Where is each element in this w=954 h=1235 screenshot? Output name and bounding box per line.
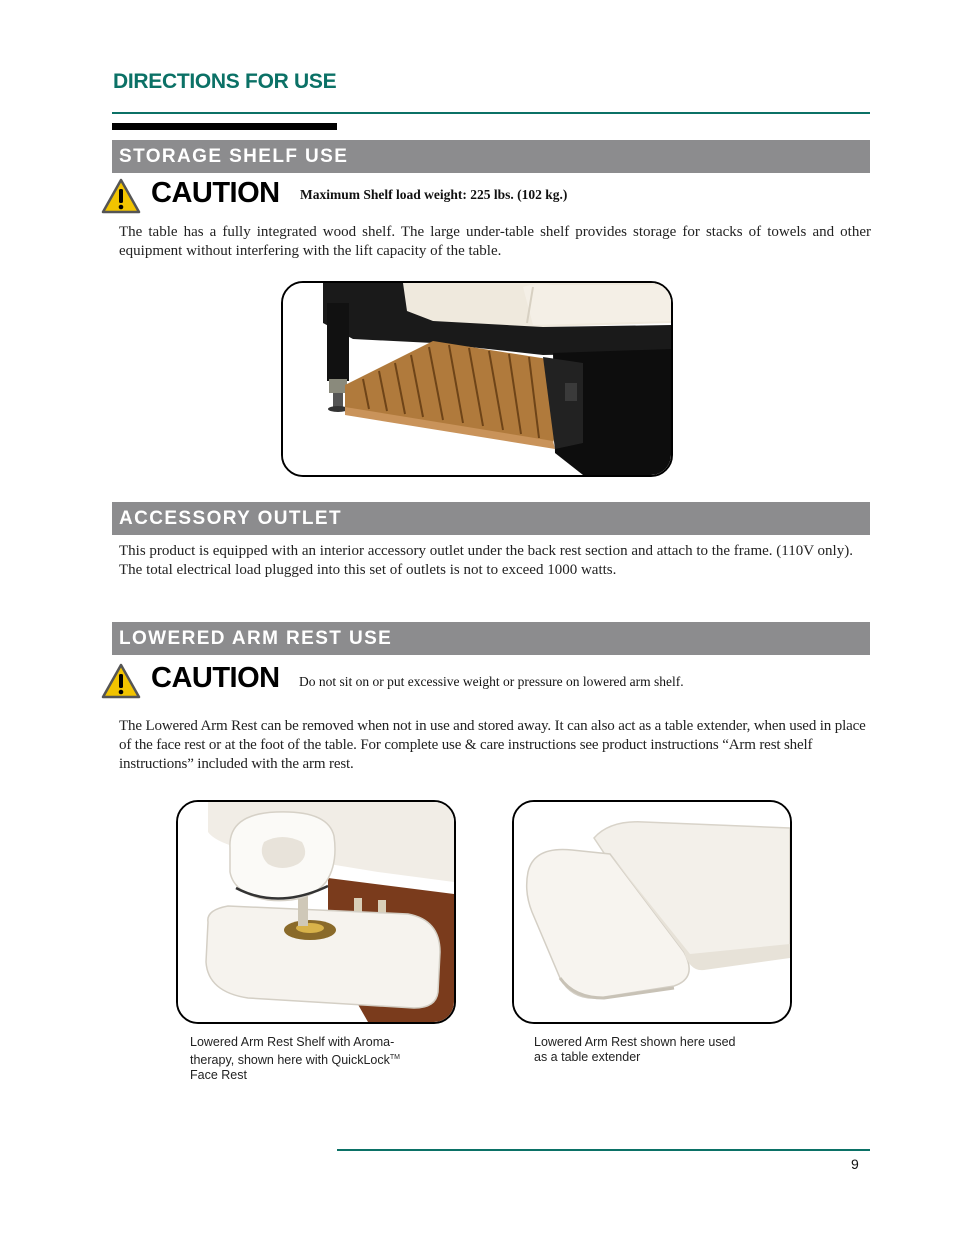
trademark-symbol: TM <box>389 1054 400 1061</box>
storage-shelf-description: The table has a fully integrated wood shelf. The large under-table shelf provides storage for stacks of towels and other equipment without interfering with the lift capacity of the table. <box>119 224 871 259</box>
caption-right-line-2: as a table extender <box>534 1050 641 1064</box>
caption-right-line-1: Lowered Arm Rest shown here used <box>534 1035 736 1049</box>
caption-left-line-3: Face Rest <box>190 1068 247 1083</box>
warning-triangle-icon <box>101 663 141 699</box>
caution-label: CAUTION <box>151 177 280 209</box>
caution-note-shelf-load: Maximum Shelf load weight: 225 lbs. (102 kg.) <box>300 187 568 202</box>
caption-left-line-1: Lowered Arm Rest Shelf with Aroma- <box>190 1035 395 1049</box>
section-heading-accessory-outlet: ACCESSORY OUTLET <box>112 502 870 535</box>
caption-right-photo <box>534 1035 794 1065</box>
accessory-outlet-description: This product is equipped with an interior accessory outlet under the back rest section and attach to the frame. (110V only). The total electrical load plugged into this set of outlets is not to exceed 1000 watts. <box>119 543 853 578</box>
arm-rest-face-rest-illustration <box>178 802 454 1022</box>
caution-label: CAUTION <box>151 662 280 694</box>
section-heading-storage-shelf: STORAGE SHELF USE <box>112 140 870 173</box>
arm-rest-extender-photo <box>512 800 792 1024</box>
page-header-title: DIRECTIONS FOR USE <box>113 70 337 93</box>
caution-note-arm-shelf: Do not sit on or put excessive weight or pressure on lowered arm shelf. <box>299 674 684 689</box>
header-rule <box>112 112 870 114</box>
arm-rest-extender-illustration <box>514 802 790 1022</box>
lowered-arm-rest-description: The Lowered Arm Rest can be removed when not in use and stored away. It can also act as a table extender, when used in place of the face rest or at the foot of the table. For complete use & care instructions see product instructions “Arm rest shelf instructions” included with the arm rest. <box>119 718 866 772</box>
storage-shelf-illustration <box>283 283 671 475</box>
caption-left-photo <box>190 1035 450 1083</box>
header-accent-bar <box>112 123 337 130</box>
arm-rest-face-rest-photo <box>176 800 456 1024</box>
warning-triangle-icon <box>101 178 141 214</box>
section-heading-lowered-arm-rest: LOWERED ARM REST USE <box>112 622 870 655</box>
page-number: 9 <box>851 1156 859 1172</box>
caption-left-line-2: therapy, shown here with QuickLock™ <box>190 1053 400 1068</box>
storage-shelf-photo <box>281 281 673 477</box>
footer-rule <box>337 1149 870 1151</box>
